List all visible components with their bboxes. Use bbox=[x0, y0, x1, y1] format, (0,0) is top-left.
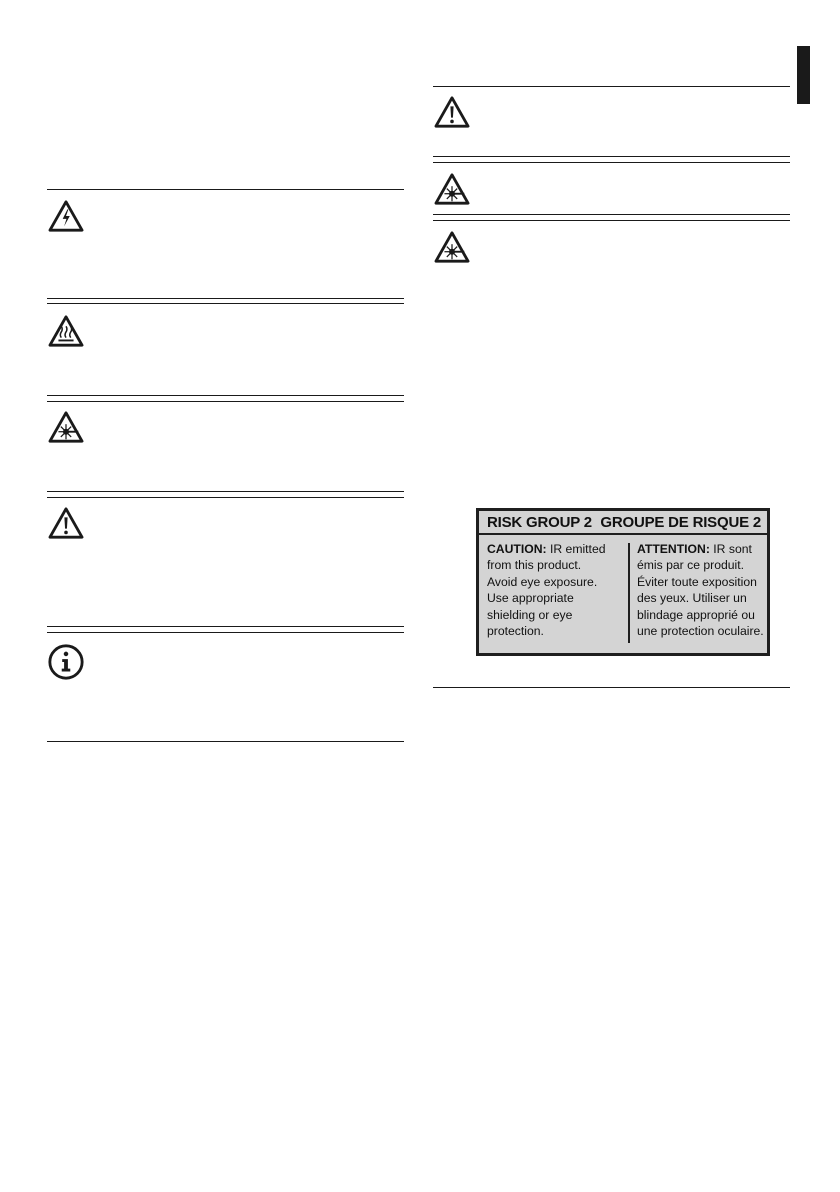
attention-line: des yeux. Utiliser un bbox=[637, 591, 747, 606]
risk-text-en bbox=[487, 541, 606, 639]
caution-line: protection. bbox=[487, 624, 544, 639]
section-rule bbox=[47, 395, 404, 396]
caution-line: Avoid eye exposure. bbox=[487, 574, 598, 589]
section-rule bbox=[47, 401, 404, 402]
section-rule bbox=[47, 741, 404, 742]
hot-surface-warning-icon bbox=[47, 314, 85, 348]
section-rule bbox=[47, 491, 404, 492]
risk-label-body bbox=[479, 535, 767, 647]
attention-line: blindage approprié ou bbox=[637, 607, 755, 622]
general-warning-icon bbox=[47, 506, 85, 540]
attention-line: une protection oculaire. bbox=[637, 624, 764, 639]
caution-line: from this product. bbox=[487, 558, 582, 573]
risk-heading-en: RISK GROUP 2 bbox=[487, 513, 592, 531]
section-rule bbox=[433, 220, 790, 221]
section-rule bbox=[47, 497, 404, 498]
section-rule bbox=[47, 298, 404, 299]
section-rule bbox=[433, 86, 790, 87]
risk-text-fr bbox=[637, 541, 764, 639]
laser-radiation-warning-icon bbox=[47, 410, 85, 444]
section-rule bbox=[47, 303, 404, 304]
section-rule bbox=[47, 626, 404, 627]
attention-line: émis par ce produit. bbox=[637, 558, 745, 573]
risk-group-label bbox=[476, 508, 770, 656]
section-rule bbox=[47, 632, 404, 633]
section-tab-marker bbox=[797, 46, 810, 104]
risk-label-header bbox=[479, 511, 767, 535]
electric-shock-warning-icon bbox=[47, 199, 85, 233]
caution-line: shielding or eye bbox=[487, 607, 573, 622]
laser-radiation-warning-icon bbox=[433, 172, 471, 206]
section-rule bbox=[433, 162, 790, 163]
caution-line: Use appropriate bbox=[487, 591, 574, 606]
attention-line: IR sont bbox=[709, 542, 752, 556]
caution-line: IR emitted bbox=[546, 542, 606, 556]
caution-label: CAUTION: bbox=[487, 542, 547, 556]
information-icon bbox=[47, 643, 85, 681]
attention-line: Éviter toute exposition bbox=[637, 574, 757, 589]
general-warning-icon bbox=[433, 95, 471, 129]
section-rule bbox=[433, 687, 790, 688]
laser-radiation-warning-icon bbox=[433, 230, 471, 264]
risk-heading-fr: GROUPE DE RISQUE 2 bbox=[600, 513, 761, 531]
section-rule bbox=[47, 189, 404, 190]
section-rule bbox=[433, 214, 790, 215]
section-rule bbox=[433, 156, 790, 157]
attention-label: ATTENTION: bbox=[637, 542, 710, 556]
risk-label-divider bbox=[628, 543, 630, 643]
